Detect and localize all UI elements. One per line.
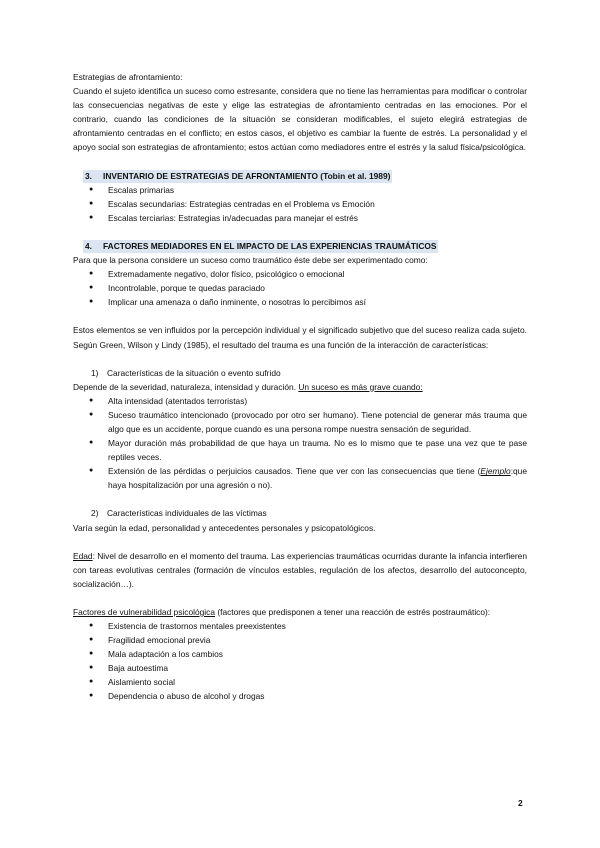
list-item: ● Escalas secundarias: Estrategias centradas en el Problema vs Emoción <box>73 197 527 211</box>
subsection-2-number: 2) <box>91 508 99 519</box>
intro-title: Estrategias de afrontamiento: <box>73 72 183 82</box>
section-3-number: 3. <box>85 170 92 181</box>
section-4-list <box>73 267 527 309</box>
list-item: ● Existencia de trastornos mentales preexistentes <box>73 619 527 633</box>
page-number: 2 <box>518 798 523 808</box>
list-item <box>73 464 527 492</box>
list-item: ● Alta intensidad (atentados terroristas) <box>73 394 527 408</box>
subsection-2-lead: Varía según la edad, personalidad y antecedentes personales y psicopatológicos. <box>73 522 376 533</box>
section-4-number: 4. <box>85 240 92 251</box>
section-3-list <box>73 183 527 225</box>
edad-paragraph <box>73 549 527 591</box>
subsection-1-list <box>73 394 527 493</box>
list-item: ● Escalas primarias <box>73 183 527 197</box>
factores-paragraph <box>73 605 527 619</box>
item-text: :que haya hospitalización por una agresión o no). <box>108 466 527 491</box>
example-label: Ejemplo <box>480 466 511 477</box>
list-item: ● Mayor duración más probabilidad de que haya un trauma. No es lo mismo que te pase una vez que te pase reptiles veces. <box>73 436 527 464</box>
lead-underlined: Un suceso es más grave cuando: <box>298 381 423 392</box>
section-4-title: FACTORES MEDIADORES EN EL IMPACTO DE LAS EXPERIENCIAS TRAUMÁTICOS <box>103 240 437 251</box>
factores-list <box>73 619 527 704</box>
list-item: ● Baja autoestima <box>73 661 527 675</box>
factores-label: Factores de vulnerabilidad psicológica <box>73 606 215 617</box>
section-4-heading <box>73 239 527 253</box>
section-3-title: INVENTARIO DE ESTRATEGIAS DE AFRONTAMIENTO (Tobin et al. 1989) <box>103 170 391 181</box>
list-item: ● Aislamiento social <box>73 675 527 689</box>
document-page <box>73 70 527 704</box>
list-item: ● Mala adaptación a los cambios <box>73 647 527 661</box>
lead-text: Depende de la severidad, naturaleza, intensidad y duración. <box>73 381 299 392</box>
section-3-heading <box>73 169 527 183</box>
edad-label: Edad <box>73 550 93 561</box>
list-item: ● Fragilidad emocional previa <box>73 633 527 647</box>
subsection-2-title: Características individuales de las víctimas <box>107 508 267 519</box>
list-item: ● Escalas terciarias: Estrategias in/adecuadas para manejar el estrés <box>73 211 527 225</box>
factores-text: (factores que predisponen a tener una reacción de estrés postraumático): <box>215 606 491 617</box>
list-item: ● Suceso traumático intencionado (provocado por otro ser humano). Tiene potencial de generar más trauma que algo que es un accidente, porque cuando es una persona rompe nuestra sensación de seguridad. <box>73 408 527 436</box>
list-item: ● Implicar una amenaza o daño inminente, o nosotras lo percibimos así <box>73 295 527 309</box>
edad-text: : Nivel de desarrollo en el momento del trauma. Las experiencias traumáticas ocurridas durante la infancia interfieren con tareas evolutivas centrales (formación de vínculos estables, regulación de los afectos, desarrollo del autoconcepto, socialización…). <box>73 550 527 589</box>
subsection-2-heading <box>73 506 527 520</box>
subsection-1-number: 1) <box>91 367 99 378</box>
item-text: Extensión de las pérdidas o perjuicios causados. Tiene que ver con las consecuencias que tiene ( <box>108 466 481 477</box>
list-item: ● Dependencia o abuso de alcohol y drogas <box>73 689 527 703</box>
subsection-1-lead <box>73 380 527 394</box>
section-4-paragraph: Estos elementos se ven influidos por la percepción individual y el significado subjetivo que del suceso realiza cada sujeto. Según Green, Wilson y Lindy (1985), el resultado del trauma es una función de la interacción de características: <box>73 325 527 350</box>
list-item: ● Extremadamente negativo, dolor físico, psicológico o emocional <box>73 267 527 281</box>
subsection-1-heading <box>73 366 527 380</box>
list-item: ● Incontrolable, porque te quedas paraciado <box>73 281 527 295</box>
subsection-1-title: Características de la situación o evento sufrido <box>107 367 281 378</box>
section-4-lead: Para que la persona considere un suceso como traumático éste debe ser experimentado como: <box>73 255 428 266</box>
intro-paragraph: Cuando el sujeto identifica un suceso como estresante, considera que no tiene las herramientas para modificar o controlar las consecuencias negativas de este y elige las estrategias de afrontamiento centradas en las emociones. Por el contrario, cuando las condiciones de la situación se consideran modificables, el sujeto elegirá estrategias de afrontamiento centradas en el conflicto; en estos casos, el objetivo es cambiar la fuente de estrés. La personalidad y el apoyo social son estrategias de afrontamiento; estos actúan como mediadores entre el estrés y la salud física/psicológica. <box>73 86 527 153</box>
